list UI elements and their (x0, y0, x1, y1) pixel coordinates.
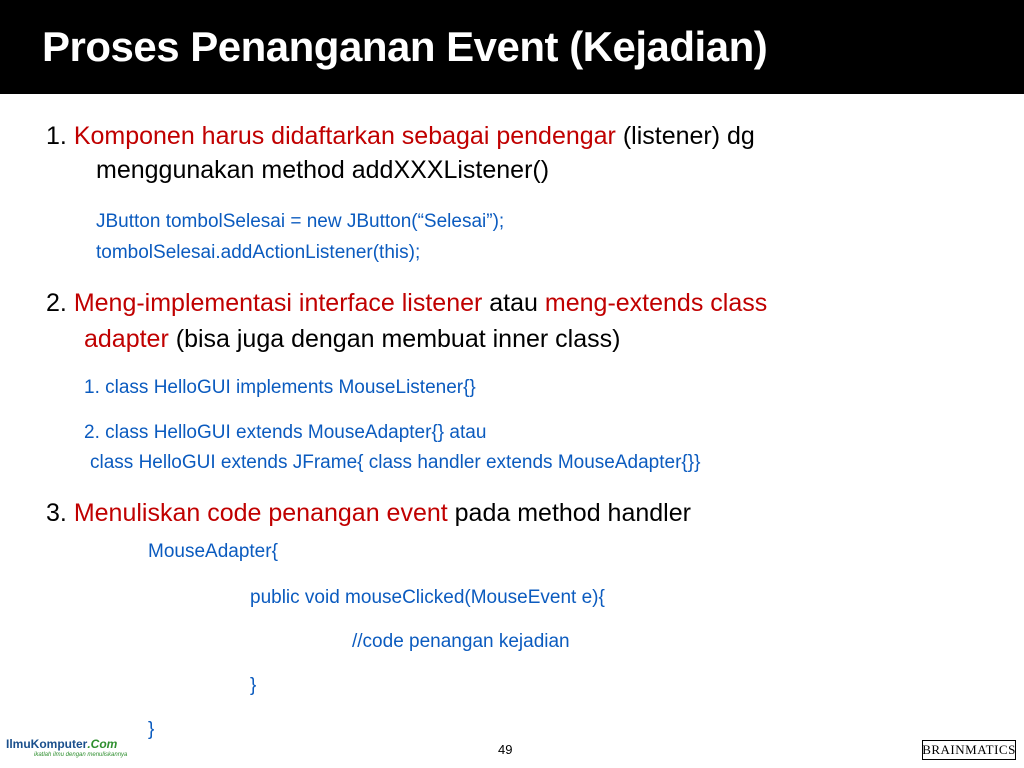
point-2-line-2 (84, 324, 620, 354)
code-class-close-brace: } (148, 719, 155, 740)
code-jbutton-declaration: JButton tombolSelesai = new JButton(“Selesai”); (96, 211, 505, 232)
point-1-line-2: menggunakan method addXXXListener() (96, 156, 550, 184)
slide-title: Proses Penanganan Event (Kejadian) (42, 23, 768, 70)
point-2-emphasis-3: adapter (84, 325, 169, 353)
point-2-line-1 (46, 288, 767, 318)
brainmatics-logo: BRAINMATICS (922, 740, 1016, 760)
title-bar (0, 0, 1024, 94)
page-number: 49 (498, 742, 513, 757)
point-2-emphasis-2: meng-extends class (544, 289, 768, 317)
ilmukomputer-tagline: ikatlah ilmu dengan menuliskannya (34, 752, 128, 758)
point-3-number: 3. (46, 499, 67, 527)
point-3-rest: pada method handler (454, 499, 691, 527)
code-implements-mouselistener: 1. class HelloGUI implements MouseListener{} (84, 377, 476, 398)
point-1-line-1 (46, 121, 755, 151)
point-1-number: 1. (46, 122, 67, 150)
point-2-emphasis-1: Meng-implementasi interface listener (73, 289, 483, 317)
code-comment: //code penangan kejadian (352, 631, 570, 652)
point-3-emphasis: Menuliskan code penangan event (73, 499, 448, 527)
point-2-connector: atau (489, 289, 538, 317)
code-mouseadapter-open: MouseAdapter{ (148, 541, 278, 562)
point-3-line-1 (46, 498, 691, 528)
point-1-emphasis: Komponen harus didaftarkan sebagai pendengar (73, 122, 616, 150)
code-extends-mouseadapter: 2. class HelloGUI extends MouseAdapter{} atau (84, 422, 487, 443)
ilmukomputer-logo (6, 737, 128, 763)
point-2-rest: (bisa juga dengan membuat inner class) (175, 325, 621, 353)
code-mouseclicked-signature: public void mouseClicked(MouseEvent e){ (250, 587, 605, 608)
point-1-rest: (listener) dg (622, 122, 755, 150)
code-add-action-listener: tombolSelesai.addActionListener(this); (96, 242, 421, 263)
ilmukomputer-logo-text: IlmuKomputer.Com (6, 737, 118, 751)
code-method-close-brace: } (250, 675, 257, 696)
point-2-number: 2. (46, 289, 67, 317)
code-inner-class-handler: class HelloGUI extends JFrame{ class handler extends MouseAdapter{}} (90, 452, 701, 473)
